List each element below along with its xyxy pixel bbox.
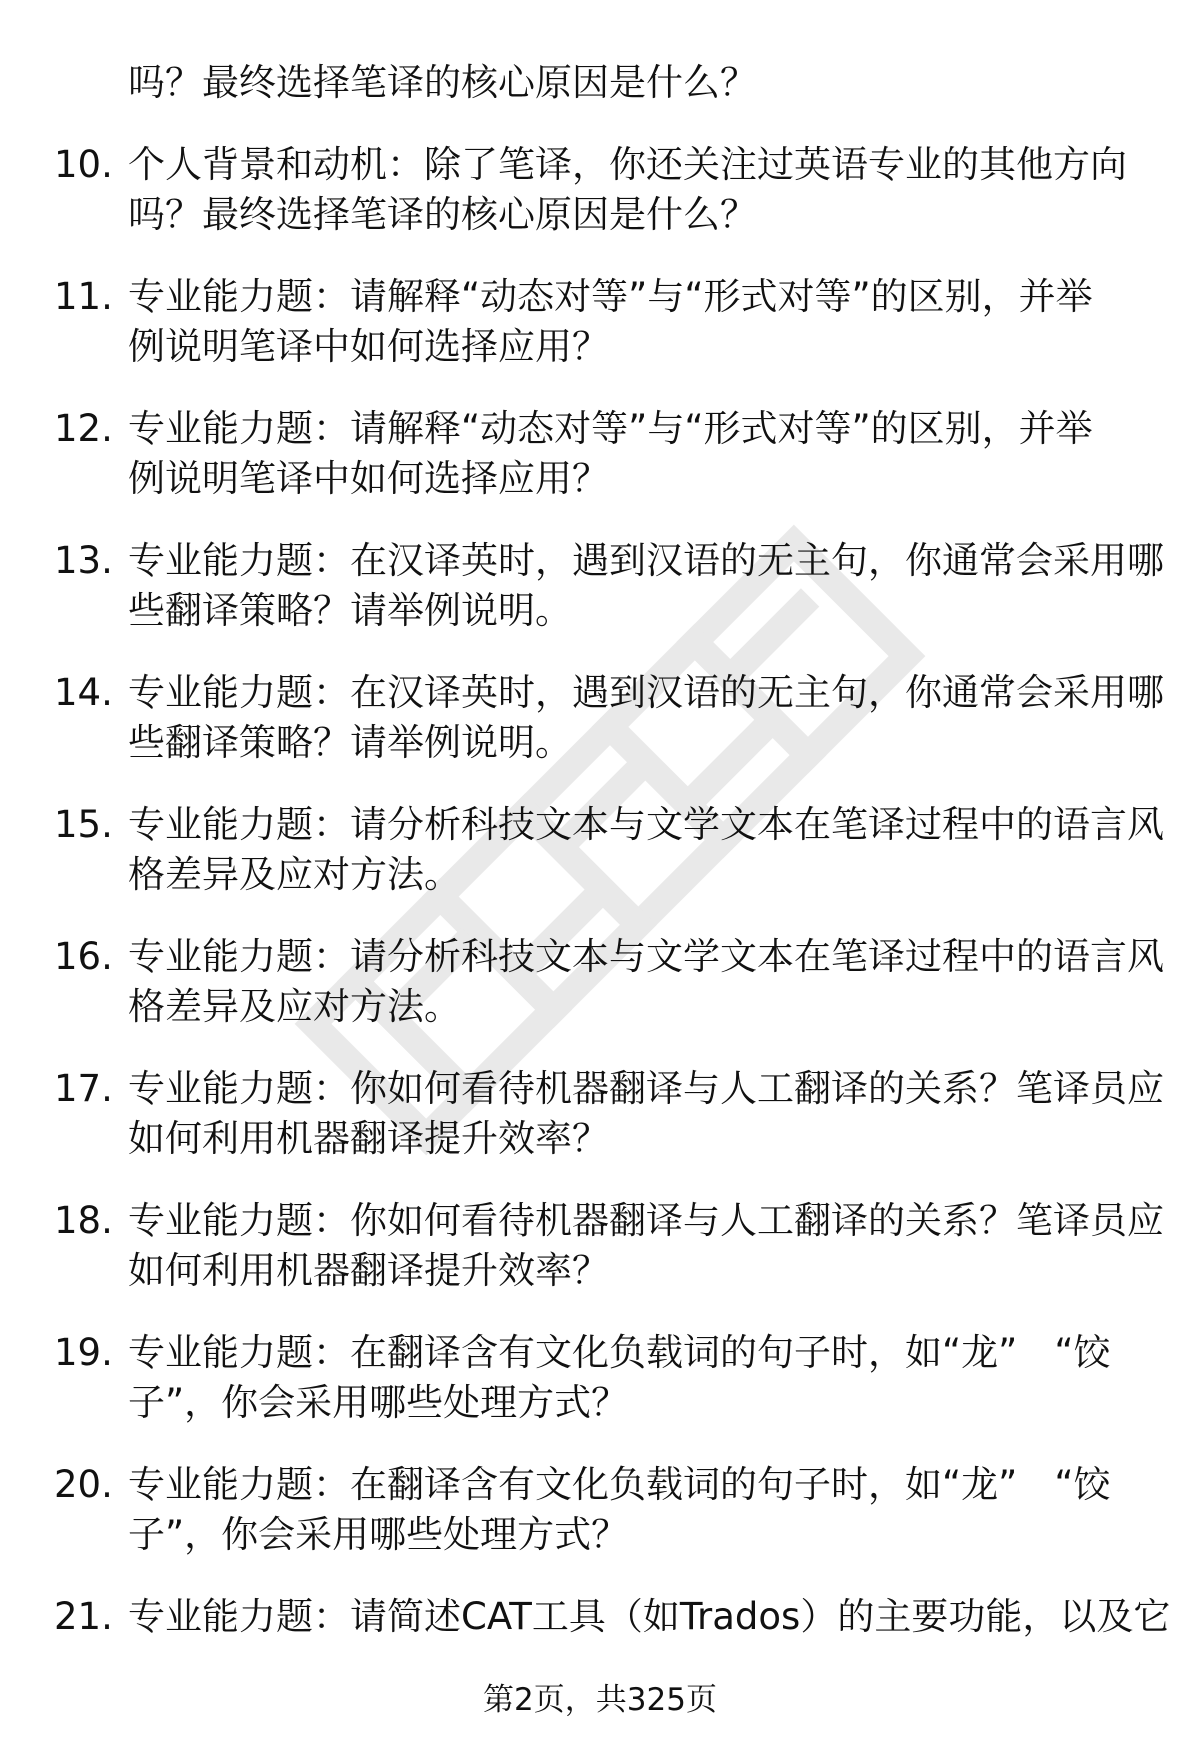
question-number: 11. — [54, 275, 113, 318]
question-item — [0, 1064, 1200, 1164]
question-item — [0, 272, 1200, 372]
question-item — [0, 1196, 1200, 1296]
question-item — [0, 404, 1200, 504]
question-line: 例说明笔译中如何选择应用？ — [128, 457, 609, 500]
question-item — [0, 140, 1200, 240]
question-line: 子”，你会采用哪些处理方式？ — [128, 1513, 629, 1556]
question-item — [0, 536, 1200, 636]
question-line: 专业能力题：请分析科技文本与文学文本在笔译过程中的语言风 — [128, 935, 1164, 978]
question-item — [0, 800, 1200, 900]
question-line: 如何利用机器翻译提升效率？ — [128, 1249, 609, 1292]
question-item — [0, 1592, 1200, 1642]
question-number: 14. — [54, 671, 113, 714]
question-text — [128, 1460, 1148, 1560]
page-footer: 第2页，共325页 — [483, 1682, 717, 1718]
question-number: 21. — [54, 1595, 113, 1638]
question-number: 17. — [54, 1067, 113, 1110]
question-line: 专业能力题：请分析科技文本与文学文本在笔译过程中的语言风 — [128, 803, 1164, 846]
question-line: 些翻译策略？请举例说明。 — [128, 721, 572, 764]
question-line: 专业能力题：在翻译含有文化负载词的句子时，如“龙” “饺 — [128, 1463, 1111, 1506]
question-text — [128, 1064, 1164, 1164]
question-line: 专业能力题：你如何看待机器翻译与人工翻译的关系？笔译员应 — [128, 1067, 1164, 1110]
question-line: 格差异及应对方法。 — [128, 853, 461, 896]
question-line: 专业能力题：在汉译英时，遇到汉语的无主句，你通常会采用哪 — [128, 539, 1164, 582]
question-text — [128, 1196, 1164, 1296]
question-text — [128, 932, 1164, 1032]
question-line: 专业能力题：请解释“动态对等”与“形式对等”的区别，并举 — [128, 407, 1093, 450]
question-text — [128, 800, 1164, 900]
question-text — [128, 1592, 1171, 1642]
question-text — [128, 404, 1148, 504]
question-item — [0, 668, 1200, 768]
question-line: 个人背景和动机：除了笔译，你还关注过英语专业的其他方向 — [128, 143, 1127, 186]
question-text — [128, 272, 1148, 372]
question-number: 13. — [54, 539, 113, 582]
question-text — [128, 140, 1148, 240]
question-line: 专业能力题：你如何看待机器翻译与人工翻译的关系？笔译员应 — [128, 1199, 1164, 1242]
question-number: 16. — [54, 935, 113, 978]
question-item — [0, 1460, 1200, 1560]
question-number: 19. — [54, 1331, 113, 1374]
question-line: 子”，你会采用哪些处理方式？ — [128, 1381, 629, 1424]
question-list — [0, 140, 1200, 1674]
question-line: 专业能力题：在汉译英时，遇到汉语的无主句，你通常会采用哪 — [128, 671, 1164, 714]
question-line: 专业能力题：请解释“动态对等”与“形式对等”的区别，并举 — [128, 275, 1093, 318]
question-item — [0, 932, 1200, 1032]
question-item — [0, 1328, 1200, 1428]
question-line: 专业能力题：在翻译含有文化负载词的句子时，如“龙” “饺 — [128, 1331, 1111, 1374]
question-number: 20. — [54, 1463, 113, 1506]
question-line: 如何利用机器翻译提升效率？ — [128, 1117, 609, 1160]
question-text — [128, 1328, 1148, 1428]
question-text — [128, 536, 1164, 636]
question-number: 12. — [54, 407, 113, 450]
question-number: 15. — [54, 803, 113, 846]
question-number: 10. — [54, 143, 113, 186]
question-line: 例说明笔译中如何选择应用？ — [128, 325, 609, 368]
question-line: 专业能力题：请简述CAT工具（如Trados）的主要功能，以及它 — [128, 1595, 1171, 1638]
question-number: 18. — [54, 1199, 113, 1242]
question-text — [128, 668, 1164, 768]
question-line: 吗？最终选择笔译的核心原因是什么？ — [128, 193, 757, 236]
question-line: 格差异及应对方法。 — [128, 985, 461, 1028]
continuation-text: 吗？最终选择笔译的核心原因是什么？ — [128, 61, 757, 104]
question-line: 些翻译策略？请举例说明。 — [128, 589, 572, 632]
